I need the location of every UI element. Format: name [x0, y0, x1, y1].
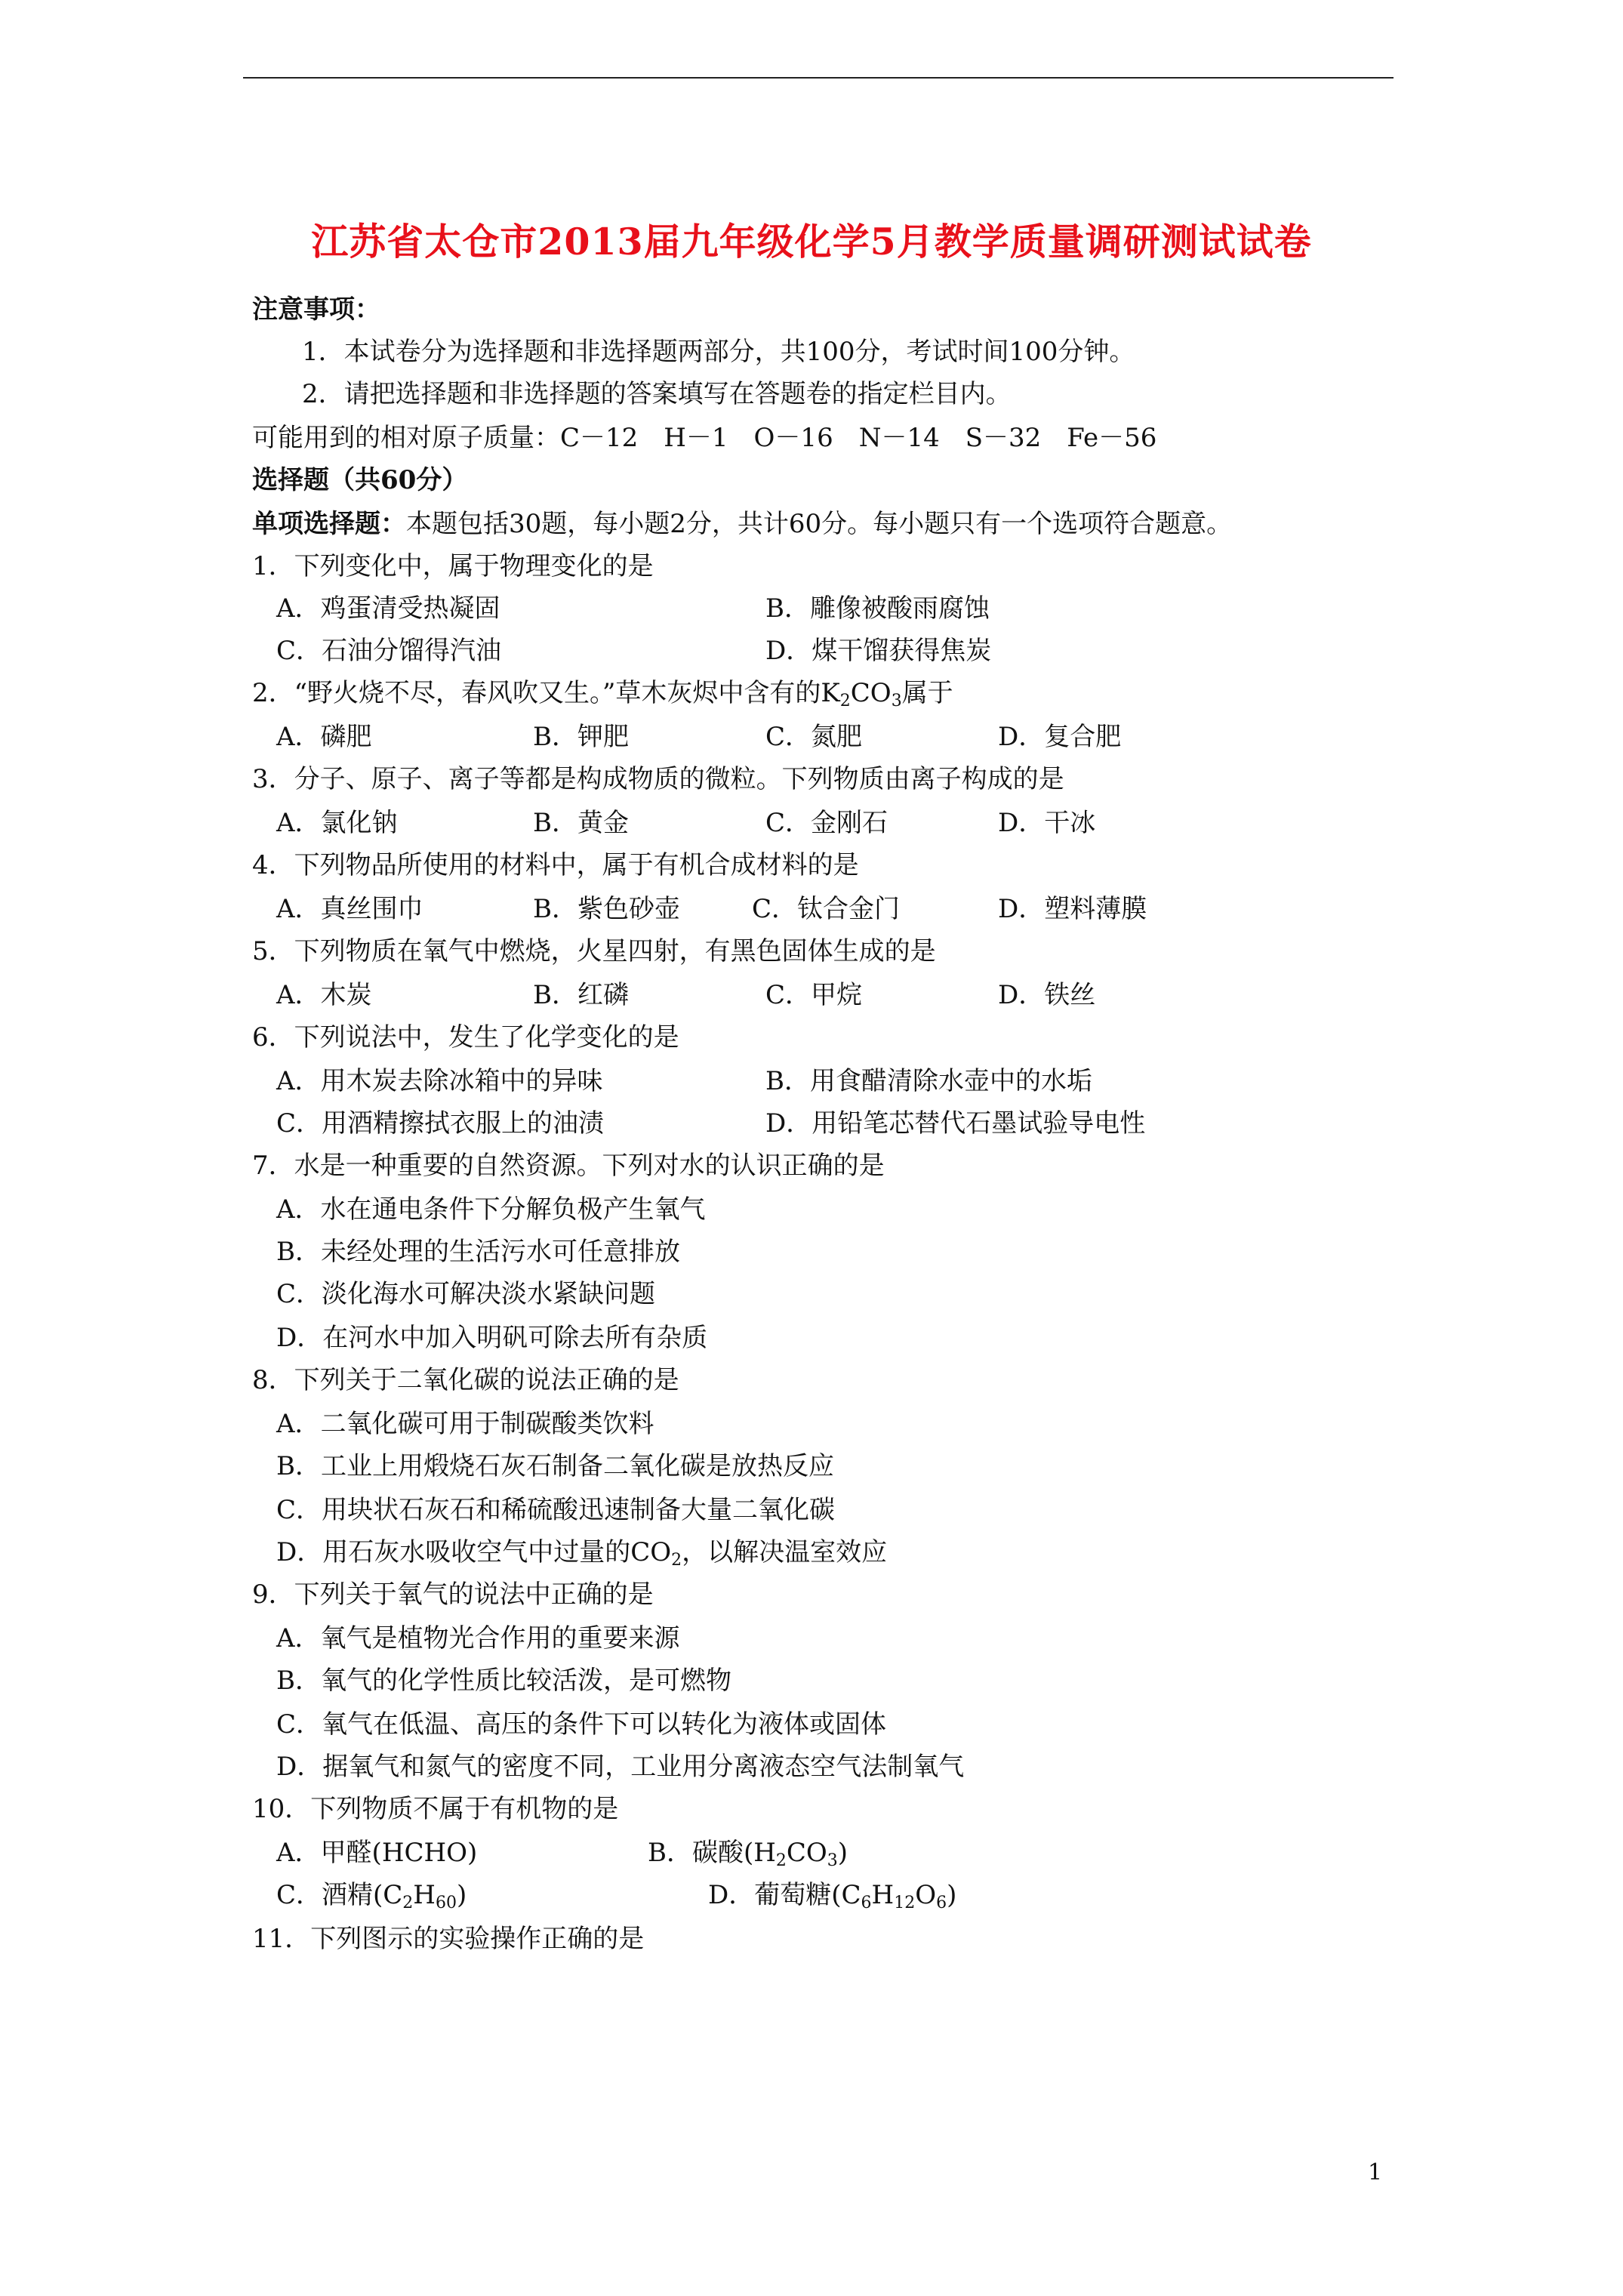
question-7-option-d: D．在河水中加入明矾可除去所有杂质: [276, 1323, 708, 1353]
question-8-option-b: B．工业上用煅烧石灰石制备二氧化碳是放热反应: [276, 1451, 834, 1481]
question-8-stem: 8．下列关于二氧化碳的说法正确的是: [252, 1365, 679, 1395]
question-7-stem: 7．水是一种重要的自然资源。下列对水的认识正确的是: [252, 1151, 885, 1181]
question-5-option-d: D．铁丝: [998, 980, 1096, 1010]
question-4-option-d: D．塑料薄膜: [998, 894, 1147, 924]
note-1: 1．本试卷分为选择题和非选择题两部分，共100分，考试时间100分钟。: [302, 337, 1135, 367]
question-1-stem: 1．下列变化中，属于物理变化的是: [252, 551, 654, 581]
question-10-option-d: D．葡萄糖$(C_6H_{12}O_6)$: [708, 1880, 957, 1912]
question-2-stem: 2．“野火烧不尽，春风吹又生。”草木灰烬中含有的$K_2CO_3$属于: [252, 678, 953, 710]
question-6-stem: 6．下列说法中，发生了化学变化的是: [252, 1022, 679, 1052]
single-choice-instructions: [252, 509, 1232, 539]
question-2-option-c: C．氮肥: [765, 722, 863, 752]
question-1-option-c: C．石油分馏得汽油: [276, 636, 502, 666]
question-8-option-c: C．用块状石灰石和稀硫酸迅速制备大量二氧化碳: [276, 1495, 836, 1525]
question-5-option-a: A．木炭: [276, 980, 372, 1010]
question-3-option-c: C．金刚石: [765, 808, 888, 838]
question-10-option-a: A．甲醛(HCHO): [276, 1838, 478, 1868]
question-2-option-d: D．复合肥: [998, 722, 1122, 752]
question-5-stem: 5．下列物质在氧气中燃烧，火星四射，有黑色固体生成的是: [252, 936, 936, 966]
question-3-stem: 3．分子、原子、离子等都是构成物质的微粒。下列物质由离子构成的是: [252, 764, 1064, 794]
question-5-option-b: B．红磷: [533, 980, 629, 1010]
question-10-option-c: C．酒精$(C_2H_{60})$: [276, 1880, 467, 1912]
question-11-stem: 11．下列图示的实验操作正确的是: [252, 1924, 645, 1954]
question-6-option-b: B．用食醋清除水壶中的水垢: [765, 1066, 1092, 1096]
question-4-option-a: A．真丝围巾: [276, 894, 423, 924]
question-9-option-b: B．氧气的化学性质比较活泼，是可燃物: [276, 1666, 731, 1696]
question-1-option-a: A．鸡蛋清受热凝固: [276, 593, 500, 624]
atomic-masses: 可能用到的相对原子质量：C－12 H－1 O－16 N－14 S－32 Fe－56: [252, 423, 1157, 453]
single-choice-text: 本题包括30题，每小题2分，共计60分。每小题只有一个选项符合题意。: [406, 509, 1233, 539]
single-choice-label: 单项选择题：: [252, 509, 406, 539]
page-title: 江苏省太仓市2013届九年级化学5月教学质量调研测试试卷: [311, 220, 1312, 264]
question-10-stem: 10．下列物质不属于有机物的是: [252, 1794, 619, 1824]
question-2-option-b: B．钾肥: [533, 722, 629, 752]
question-2-option-a: A．磷肥: [276, 722, 372, 752]
notes-heading: 注意事项：: [252, 294, 380, 325]
question-8-option-a: A．二氧化碳可用于制碳酸类饮料: [276, 1409, 654, 1439]
question-7-option-c: C．淡化海水可解决淡水紧缺问题: [276, 1279, 656, 1309]
question-9-option-d: D．据氧气和氮气的密度不同，工业用分离液态空气法制氧气: [276, 1752, 965, 1782]
question-10-option-b: B．碳酸$(H_2CO_3)$: [648, 1838, 848, 1870]
question-9-option-a: A．氧气是植物光合作用的重要来源: [276, 1623, 680, 1653]
note-2: 2．请把选择题和非选择题的答案填写在答题卷的指定栏目内。: [302, 379, 1012, 409]
question-7-option-a: A．水在通电条件下分解负极产生氧气: [276, 1194, 706, 1225]
question-4-stem: 4．下列物品所使用的材料中，属于有机合成材料的是: [252, 850, 859, 880]
question-6-option-a: A．用木炭去除冰箱中的异味: [276, 1066, 603, 1096]
question-4-option-b: B．紫色砂壶: [533, 894, 680, 924]
question-1-option-b: B．雕像被酸雨腐蚀: [765, 593, 990, 624]
question-3-option-d: D．干冰: [998, 808, 1096, 838]
page-number: 1: [1368, 2159, 1383, 2186]
section-heading: 选择题（共60分）: [252, 465, 468, 495]
question-7-option-b: B．未经处理的生活污水可任意排放: [276, 1237, 680, 1267]
header-rule: [243, 77, 1394, 79]
question-3-option-a: A．氯化钠: [276, 808, 398, 838]
question-8-option-d: D．用石灰水吸收空气中过量的$CO_2$，以解决温室效应: [276, 1537, 888, 1570]
question-9-stem: 9．下列关于氧气的说法中正确的是: [252, 1579, 654, 1610]
question-5-option-c: C．甲烷: [765, 980, 863, 1010]
question-1-option-d: D．煤干馏获得焦炭: [765, 636, 992, 666]
question-6-option-c: C．用酒精擦拭衣服上的油渍: [276, 1108, 605, 1139]
question-9-option-c: C．氧气在低温、高压的条件下可以转化为液体或固体: [276, 1709, 887, 1740]
question-4-option-c: C．钛合金门: [752, 894, 901, 924]
question-3-option-b: B．黄金: [533, 808, 629, 838]
question-6-option-d: D．用铅笔芯替代石墨试验导电性: [765, 1108, 1146, 1139]
